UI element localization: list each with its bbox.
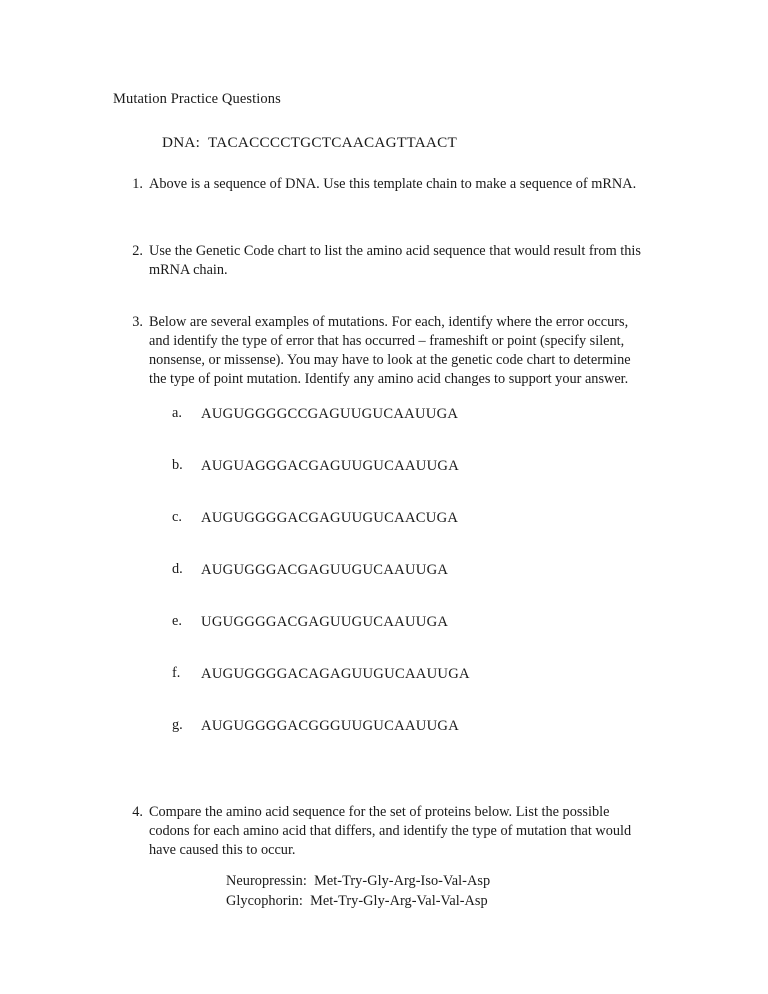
question-2	[113, 242, 668, 280]
mutation-sequence-e	[113, 614, 668, 666]
mutation-sequence-f	[113, 666, 668, 718]
mutation-sequence-c	[113, 510, 668, 562]
question-4-text: Compare the amino acid sequence for the set of proteins below. List the possible codons for each amino acid that differs, and identify the type of mutation that would have caused this to occur.	[149, 804, 632, 859]
mutation-rna-e: UGUGGGGACGAGUUGUCAAUUGA	[201, 614, 449, 631]
spacer-before-sequences	[113, 389, 668, 406]
question-3-text: Below are several examples of mutations. For each, identify where the error occurs, and identify the type of error that has occurred – frameshift or point (specify silent, nonsense, or missense). You may have to look at the genetic code chart to determine the type of point mutation. Identify any amino acid changes to support your answer.	[149, 314, 631, 388]
protein-row-neuropressin: Neuropressin: Met-Try-Gly-Arg-Iso-Val-Asp	[226, 873, 491, 890]
mutation-sequence-list	[113, 406, 668, 770]
mutation-sequence-d	[113, 562, 668, 614]
protein-comparison-block	[113, 872, 668, 911]
mutation-rna-d: AUGUGGGACGAGUUGUCAAUUGA	[201, 562, 449, 579]
mutation-letter-c: c.	[172, 509, 182, 526]
mutation-sequence-g	[113, 718, 668, 770]
question-4-number: 4.	[132, 804, 143, 821]
mutation-letter-g: g.	[172, 717, 183, 734]
mutation-sequence-a	[113, 406, 668, 458]
spacer-answer-2	[113, 280, 668, 313]
spacer-before-question-4	[113, 770, 668, 803]
mutation-rna-b: AUGUAGGGACGAGUUGUCAAUUGA	[201, 458, 460, 475]
protein-row-glycophorin: Glycophorin: Met-Try-Gly-Arg-Val-Val-Asp	[226, 892, 488, 909]
mutation-rna-c: AUGUGGGGACGAGUUGUCAACUGA	[201, 510, 459, 527]
mutation-letter-f: f.	[172, 665, 181, 682]
mutation-letter-d: d.	[172, 561, 183, 578]
mutation-rna-f: AUGUGGGGACAGAGUUGUCAAUUGA	[201, 666, 470, 683]
question-3	[113, 313, 668, 389]
question-2-number: 2.	[132, 243, 143, 260]
mutation-letter-e: e.	[172, 613, 182, 630]
mutation-rna-a: AUGUGGGGCCGAGUUGUCAAUUGA	[201, 406, 459, 423]
question-1-number: 1.	[132, 176, 143, 193]
mutation-letter-a: a.	[172, 405, 182, 422]
question-4	[113, 803, 668, 860]
mutation-rna-g: AUGUGGGGACGGGUUGUCAAUUGA	[201, 718, 460, 735]
question-1-text: Above is a sequence of DNA. Use this template chain to make a sequence of mRNA.	[149, 176, 637, 193]
dna-sequence-line: DNA: TACACCCCTGCTCAACAGTTAACT	[162, 133, 458, 151]
question-3-number: 3.	[132, 314, 143, 331]
page-title: Mutation Practice Questions	[113, 91, 281, 107]
mutation-letter-b: b.	[172, 457, 183, 474]
question-2-text: Use the Genetic Code chart to list the amino acid sequence that would result from this mRNA chain.	[149, 243, 641, 279]
spacer-answer-1	[113, 194, 668, 242]
mutation-sequence-b	[113, 458, 668, 510]
question-1	[113, 175, 668, 194]
question-list	[113, 175, 668, 860]
